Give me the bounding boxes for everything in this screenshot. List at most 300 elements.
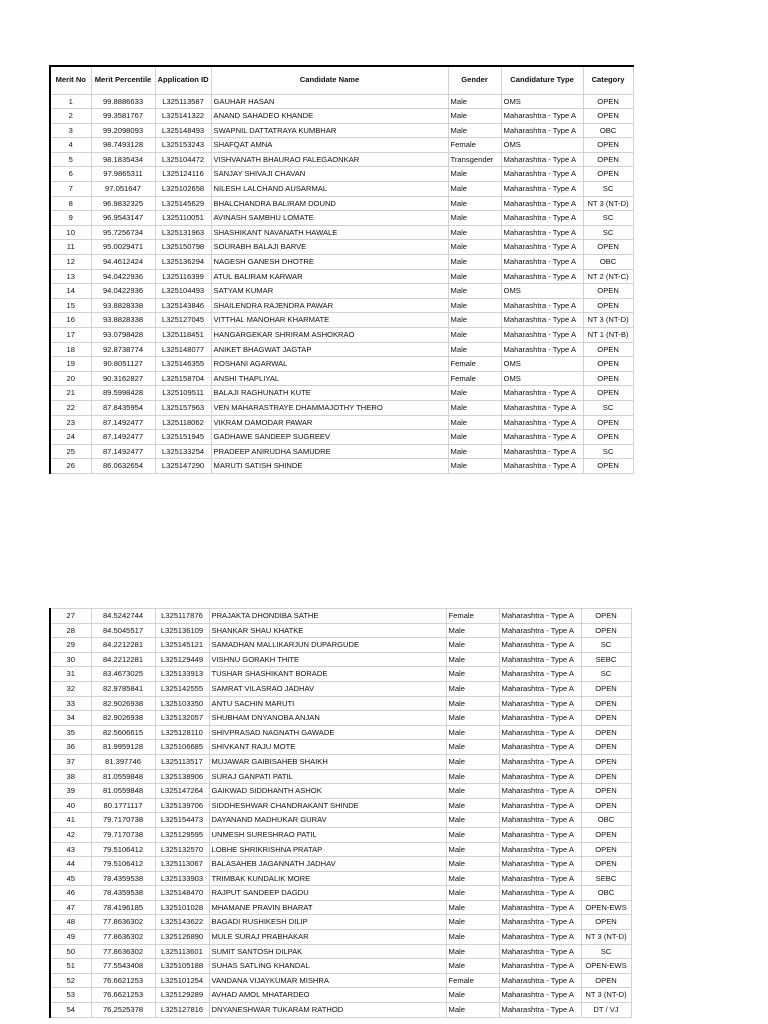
- candidate-name-cell: ANSHI THAPLIYAL: [211, 371, 448, 386]
- gender-cell: Male: [446, 769, 499, 784]
- category-cell: OPEN: [581, 798, 631, 813]
- candidature-type-cell: Maharashtra - Type A: [501, 182, 583, 197]
- application-id-cell: L325117876: [155, 609, 209, 624]
- application-id-cell: L325158704: [155, 371, 211, 386]
- candidature-type-cell: Maharashtra - Type A: [501, 225, 583, 240]
- category-cell: OPEN: [581, 769, 631, 784]
- gender-cell: Male: [448, 123, 501, 138]
- category-cell: OPEN: [581, 784, 631, 799]
- gender-cell: Male: [448, 430, 501, 445]
- merit-no-cell: 42: [50, 827, 91, 842]
- gender-cell: Female: [446, 973, 499, 988]
- candidate-name-cell: MARUTI SATISH SHINDE: [211, 459, 448, 474]
- candidature-type-cell: Maharashtra - Type A: [499, 740, 581, 755]
- gender-cell: Male: [448, 284, 501, 299]
- category-cell: OBC: [581, 813, 631, 828]
- application-id-cell: L325145121: [155, 638, 209, 653]
- merit-no-cell: 9: [50, 211, 91, 226]
- application-id-cell: L325148493: [155, 123, 211, 138]
- candidature-type-cell: Maharashtra - Type A: [499, 667, 581, 682]
- candidate-name-cell: SANJAY SHIVAJI CHAVAN: [211, 167, 448, 182]
- candidature-type-cell: Maharashtra - Type A: [501, 444, 583, 459]
- candidature-type-cell: Maharashtra - Type A: [499, 609, 581, 624]
- category-cell: OPEN: [581, 857, 631, 872]
- merit-percentile-cell: 78.4196185: [91, 900, 155, 915]
- merit-no-cell: 7: [50, 182, 91, 197]
- gender-cell: Male: [446, 857, 499, 872]
- merit-percentile-cell: 83.4673025: [91, 667, 155, 682]
- merit-no-cell: 29: [50, 638, 91, 653]
- application-id-cell: L325154473: [155, 813, 209, 828]
- merit-percentile-cell: 94.4612424: [91, 255, 155, 270]
- candidate-name-cell: ATUL BALIRAM KARWAR: [211, 269, 448, 284]
- gender-cell: Male: [446, 652, 499, 667]
- category-cell: OPEN: [581, 754, 631, 769]
- merit-percentile-cell: 93.0798428: [91, 328, 155, 343]
- application-id-cell: L325103350: [155, 696, 209, 711]
- candidate-name-cell: BHALCHANDRA BALIRAM DOUND: [211, 196, 448, 211]
- gender-cell: Male: [446, 740, 499, 755]
- candidature-type-cell: Maharashtra - Type A: [499, 973, 581, 988]
- merit-percentile-cell: 81.0559848: [91, 784, 155, 799]
- gender-cell: Male: [446, 696, 499, 711]
- candidate-name-cell: ANTU SACHIN MARUTI: [209, 696, 446, 711]
- category-cell: OPEN: [583, 167, 633, 182]
- application-id-cell: L325138906: [155, 769, 209, 784]
- candidate-name-cell: DNYANESHWAR TUKARAM RATHOD: [209, 1003, 446, 1018]
- merit-percentile-cell: 84.2212281: [91, 638, 155, 653]
- merit-percentile-cell: 79.5106412: [91, 842, 155, 857]
- gender-cell: Female: [448, 371, 501, 386]
- application-id-cell: L325143846: [155, 298, 211, 313]
- merit-percentile-cell: 77.8636302: [91, 930, 155, 945]
- merit-percentile-cell: 84.5045517: [91, 623, 155, 638]
- application-id-cell: L325113587: [155, 94, 211, 109]
- gender-cell: Male: [446, 900, 499, 915]
- table-row: [50, 798, 631, 813]
- merit-percentile-cell: 76.6621253: [91, 973, 155, 988]
- candidate-name-cell: VISHVANATH BHAURAO FALEGAONKAR: [211, 152, 448, 167]
- gender-cell: Male: [446, 959, 499, 974]
- gender-cell: Male: [448, 269, 501, 284]
- candidature-type-cell: Maharashtra - Type A: [499, 871, 581, 886]
- merit-percentile-cell: 81.9959128: [91, 740, 155, 755]
- merit-no-cell: 39: [50, 784, 91, 799]
- merit-no-cell: 13: [50, 269, 91, 284]
- table-row: [50, 609, 631, 624]
- candidature-type-cell: Maharashtra - Type A: [499, 696, 581, 711]
- merit-table-page-2: [49, 608, 632, 1018]
- merit-percentile-cell: 94.0422936: [91, 269, 155, 284]
- application-id-cell: L325132570: [155, 842, 209, 857]
- candidature-type-cell: Maharashtra - Type A: [499, 988, 581, 1003]
- candidate-name-cell: MUJAWAR GAIBISAHEB SHAIKH: [209, 754, 446, 769]
- table-row: [50, 857, 631, 872]
- category-cell: NT 3 (NT-D): [583, 196, 633, 211]
- header-merit-no: Merit No: [50, 66, 91, 94]
- merit-no-cell: 32: [50, 681, 91, 696]
- candidate-name-cell: TRIMBAK KUNDALIK MORE: [209, 871, 446, 886]
- gender-cell: Male: [446, 798, 499, 813]
- merit-no-cell: 4: [50, 138, 91, 153]
- merit-no-cell: 34: [50, 711, 91, 726]
- table-row: [50, 269, 633, 284]
- candidature-type-cell: Maharashtra - Type A: [501, 430, 583, 445]
- candidate-name-cell: BALASAHEB JAGANNATH JADHAV: [209, 857, 446, 872]
- gender-cell: Male: [448, 444, 501, 459]
- merit-no-cell: 36: [50, 740, 91, 755]
- application-id-cell: L325116399: [155, 269, 211, 284]
- category-cell: DT / VJ: [581, 1003, 631, 1018]
- category-cell: OPEN: [581, 725, 631, 740]
- merit-percentile-cell: 95.0029471: [91, 240, 155, 255]
- merit-percentile-cell: 99.8886633: [91, 94, 155, 109]
- table-row: [50, 225, 633, 240]
- candidature-type-cell: Maharashtra - Type A: [501, 459, 583, 474]
- table-row: [50, 328, 633, 343]
- merit-no-cell: 38: [50, 769, 91, 784]
- candidature-type-cell: Maharashtra - Type A: [499, 623, 581, 638]
- merit-no-cell: 44: [50, 857, 91, 872]
- candidate-name-cell: SUMIT SANTOSH DILPAK: [209, 944, 446, 959]
- merit-percentile-cell: 79.5106412: [91, 857, 155, 872]
- application-id-cell: L325147290: [155, 459, 211, 474]
- candidature-type-cell: Maharashtra - Type A: [499, 1003, 581, 1018]
- merit-no-cell: 48: [50, 915, 91, 930]
- category-cell: OPEN: [583, 357, 633, 372]
- category-cell: SC: [583, 182, 633, 197]
- candidate-name-cell: SHAILENDRA RAJENDRA PAWAR: [211, 298, 448, 313]
- candidate-name-cell: SHASHIKANT NAVANATH HAWALE: [211, 225, 448, 240]
- table-row: [50, 459, 633, 474]
- candidature-type-cell: Maharashtra - Type A: [499, 711, 581, 726]
- application-id-cell: L325129595: [155, 827, 209, 842]
- category-cell: SC: [581, 667, 631, 682]
- candidature-type-cell: Maharashtra - Type A: [499, 842, 581, 857]
- category-cell: SC: [583, 444, 633, 459]
- merit-percentile-cell: 97.9865311: [91, 167, 155, 182]
- merit-percentile-cell: 90.3162827: [91, 371, 155, 386]
- merit-percentile-cell: 77.5543408: [91, 959, 155, 974]
- candidate-name-cell: DAYANAND MADHUKAR GURAV: [209, 813, 446, 828]
- merit-no-cell: 23: [50, 415, 91, 430]
- category-cell: OPEN: [581, 696, 631, 711]
- application-id-cell: L325148470: [155, 886, 209, 901]
- candidature-type-cell: Maharashtra - Type A: [499, 638, 581, 653]
- merit-percentile-cell: 99.2098093: [91, 123, 155, 138]
- table-row: [50, 444, 633, 459]
- header-application-id: Application ID: [155, 66, 211, 94]
- application-id-cell: L325141322: [155, 109, 211, 124]
- candidature-type-cell: Maharashtra - Type A: [499, 857, 581, 872]
- gender-cell: Male: [446, 988, 499, 1003]
- category-cell: OPEN: [581, 623, 631, 638]
- application-id-cell: L325151945: [155, 430, 211, 445]
- candidature-type-cell: Maharashtra - Type A: [501, 167, 583, 182]
- merit-percentile-cell: 77.8636302: [91, 915, 155, 930]
- application-id-cell: L325109511: [155, 386, 211, 401]
- table-row: [50, 652, 631, 667]
- gender-cell: Male: [446, 930, 499, 945]
- merit-no-cell: 10: [50, 225, 91, 240]
- merit-percentile-cell: 99.3581767: [91, 109, 155, 124]
- application-id-cell: L325124116: [155, 167, 211, 182]
- table-row: [50, 211, 633, 226]
- table-row: [50, 152, 633, 167]
- category-cell: OPEN: [583, 386, 633, 401]
- table-row: [50, 711, 631, 726]
- candidate-name-cell: SHIVPRASAD NAGNATH GAWADE: [209, 725, 446, 740]
- application-id-cell: L325142555: [155, 681, 209, 696]
- table-row: [50, 915, 631, 930]
- merit-no-cell: 43: [50, 842, 91, 857]
- merit-no-cell: 25: [50, 444, 91, 459]
- candidature-type-cell: Maharashtra - Type A: [501, 298, 583, 313]
- candidate-name-cell: PRADEEP ANIRUDHA SAMUDRE: [211, 444, 448, 459]
- gender-cell: Male: [446, 711, 499, 726]
- application-id-cell: L325128110: [155, 725, 209, 740]
- category-cell: OPEN: [583, 109, 633, 124]
- candidature-type-cell: Maharashtra - Type A: [499, 959, 581, 974]
- table-row: [50, 754, 631, 769]
- category-cell: OBC: [581, 886, 631, 901]
- candidature-type-cell: Maharashtra - Type A: [501, 196, 583, 211]
- merit-percentile-cell: 98.1835434: [91, 152, 155, 167]
- merit-no-cell: 30: [50, 652, 91, 667]
- category-cell: OPEN: [581, 609, 631, 624]
- application-id-cell: L325104493: [155, 284, 211, 299]
- table-row: [50, 298, 633, 313]
- table-row: [50, 930, 631, 945]
- candidate-name-cell: VITTHAL MANOHAR KHARMATE: [211, 313, 448, 328]
- merit-percentile-cell: 84.5242744: [91, 609, 155, 624]
- category-cell: SEBC: [581, 871, 631, 886]
- application-id-cell: L325136294: [155, 255, 211, 270]
- merit-percentile-cell: 87.8435954: [91, 400, 155, 415]
- merit-no-cell: 31: [50, 667, 91, 682]
- merit-percentile-cell: 82.5606615: [91, 725, 155, 740]
- category-cell: OBC: [583, 123, 633, 138]
- header-category: Category: [583, 66, 633, 94]
- candidate-name-cell: AVINASH SAMBHU LOMATE: [211, 211, 448, 226]
- category-cell: OPEN: [583, 371, 633, 386]
- gender-cell: Male: [448, 459, 501, 474]
- application-id-cell: L325147264: [155, 784, 209, 799]
- category-cell: OPEN: [581, 740, 631, 755]
- table-row: [50, 357, 633, 372]
- gender-cell: Male: [446, 915, 499, 930]
- merit-percentile-cell: 80.1771117: [91, 798, 155, 813]
- candidature-type-cell: OMS: [501, 371, 583, 386]
- gender-cell: Female: [448, 138, 501, 153]
- category-cell: OPEN: [583, 138, 633, 153]
- merit-no-cell: 20: [50, 371, 91, 386]
- gender-cell: Male: [448, 313, 501, 328]
- table-body-page-1: [50, 94, 633, 473]
- merit-percentile-cell: 76.6621253: [91, 988, 155, 1003]
- application-id-cell: L325113517: [155, 754, 209, 769]
- candidature-type-cell: Maharashtra - Type A: [501, 342, 583, 357]
- merit-no-cell: 45: [50, 871, 91, 886]
- gender-cell: Male: [448, 386, 501, 401]
- category-cell: OPEN: [583, 284, 633, 299]
- merit-no-cell: 15: [50, 298, 91, 313]
- table-header-row: [50, 66, 633, 94]
- candidate-name-cell: NILESH LALCHAND AUSARMAL: [211, 182, 448, 197]
- table-row: [50, 769, 631, 784]
- merit-percentile-cell: 93.8828338: [91, 313, 155, 328]
- table-row: [50, 623, 631, 638]
- candidate-name-cell: SWAPNIL DATTATRAYA KUMBHAR: [211, 123, 448, 138]
- application-id-cell: L325133254: [155, 444, 211, 459]
- category-cell: OPEN: [581, 681, 631, 696]
- table-row: [50, 182, 633, 197]
- gender-cell: Male: [448, 400, 501, 415]
- merit-no-cell: 41: [50, 813, 91, 828]
- gender-cell: Male: [448, 109, 501, 124]
- table-row: [50, 430, 633, 445]
- gender-cell: Male: [446, 638, 499, 653]
- candidate-name-cell: SIDDHESHWAR CHANDRAKANT SHINDE: [209, 798, 446, 813]
- merit-percentile-cell: 89.5998428: [91, 386, 155, 401]
- category-cell: NT 1 (NT-B): [583, 328, 633, 343]
- merit-percentile-cell: 87.1492477: [91, 430, 155, 445]
- category-cell: NT 3 (NT-D): [581, 930, 631, 945]
- merit-percentile-cell: 96.9832325: [91, 196, 155, 211]
- merit-percentile-cell: 92.8738774: [91, 342, 155, 357]
- candidature-type-cell: Maharashtra - Type A: [501, 269, 583, 284]
- application-id-cell: L325132057: [155, 711, 209, 726]
- application-id-cell: L325101254: [155, 973, 209, 988]
- merit-percentile-cell: 77.8636302: [91, 944, 155, 959]
- application-id-cell: L325102658: [155, 182, 211, 197]
- category-cell: SEBC: [581, 652, 631, 667]
- candidature-type-cell: OMS: [501, 94, 583, 109]
- table-body-page-2: [50, 609, 631, 1018]
- table-row: [50, 638, 631, 653]
- gender-cell: Male: [448, 211, 501, 226]
- gender-cell: Male: [446, 623, 499, 638]
- header-merit-percentile: Merit Percentile: [91, 66, 155, 94]
- table-row: [50, 842, 631, 857]
- application-id-cell: L325127816: [155, 1003, 209, 1018]
- category-cell: OPEN: [581, 842, 631, 857]
- merit-no-cell: 2: [50, 109, 91, 124]
- gender-cell: Male: [448, 182, 501, 197]
- table-row: [50, 696, 631, 711]
- merit-no-cell: 49: [50, 930, 91, 945]
- application-id-cell: L325131963: [155, 225, 211, 240]
- category-cell: OPEN: [583, 459, 633, 474]
- category-cell: NT 3 (NT-D): [581, 988, 631, 1003]
- application-id-cell: L325148077: [155, 342, 211, 357]
- application-id-cell: L325118451: [155, 328, 211, 343]
- table-row: [50, 123, 633, 138]
- gender-cell: Male: [446, 842, 499, 857]
- merit-no-cell: 51: [50, 959, 91, 974]
- category-cell: NT 2 (NT-C): [583, 269, 633, 284]
- category-cell: NT 3 (NT-D): [583, 313, 633, 328]
- table-row: [50, 1003, 631, 1018]
- candidate-name-cell: LOBHE SHRIKRISHNA PRATAP: [209, 842, 446, 857]
- merit-no-cell: 3: [50, 123, 91, 138]
- table-row: [50, 988, 631, 1003]
- application-id-cell: L325118062: [155, 415, 211, 430]
- category-cell: OPEN: [583, 430, 633, 445]
- table-row: [50, 667, 631, 682]
- gender-cell: Male: [446, 754, 499, 769]
- gender-cell: Male: [448, 196, 501, 211]
- gender-cell: Male: [448, 342, 501, 357]
- candidate-name-cell: ANAND SAHADEO KHANDE: [211, 109, 448, 124]
- merit-no-cell: 17: [50, 328, 91, 343]
- application-id-cell: L325113067: [155, 857, 209, 872]
- merit-percentile-cell: 87.1492477: [91, 415, 155, 430]
- category-cell: OPEN: [583, 298, 633, 313]
- merit-percentile-cell: 93.8828338: [91, 298, 155, 313]
- candidate-name-cell: RAJPUT SANDEEP DAGDU: [209, 886, 446, 901]
- candidature-type-cell: OMS: [501, 284, 583, 299]
- merit-no-cell: 33: [50, 696, 91, 711]
- merit-percentile-cell: 79.7170738: [91, 827, 155, 842]
- merit-no-cell: 1: [50, 94, 91, 109]
- category-cell: OPEN: [583, 342, 633, 357]
- candidate-name-cell: MHAMANE PRAVIN BHARAT: [209, 900, 446, 915]
- gender-cell: Male: [446, 1003, 499, 1018]
- candidature-type-cell: Maharashtra - Type A: [499, 944, 581, 959]
- candidature-type-cell: Maharashtra - Type A: [501, 211, 583, 226]
- candidate-name-cell: GAIKWAD SIDDHANTH ASHOK: [209, 784, 446, 799]
- candidature-type-cell: OMS: [501, 357, 583, 372]
- merit-no-cell: 16: [50, 313, 91, 328]
- category-cell: OPEN: [581, 915, 631, 930]
- gender-cell: Male: [448, 240, 501, 255]
- table-row: [50, 138, 633, 153]
- header-candidate-name: Candidate Name: [211, 66, 448, 94]
- candidate-name-cell: ANIKET BHAGWAT JAGTAP: [211, 342, 448, 357]
- candidature-type-cell: Maharashtra - Type A: [499, 754, 581, 769]
- application-id-cell: L325153243: [155, 138, 211, 153]
- merit-no-cell: 46: [50, 886, 91, 901]
- merit-percentile-cell: 82.9026938: [91, 711, 155, 726]
- category-cell: SC: [581, 638, 631, 653]
- merit-no-cell: 27: [50, 609, 91, 624]
- merit-percentile-cell: 90.8051127: [91, 357, 155, 372]
- table-row: [50, 784, 631, 799]
- merit-no-cell: 21: [50, 386, 91, 401]
- candidate-name-cell: SHUBHAM DNYANOBA ANJAN: [209, 711, 446, 726]
- gender-cell: Male: [446, 886, 499, 901]
- candidature-type-cell: Maharashtra - Type A: [501, 313, 583, 328]
- merit-percentile-cell: 78.4359538: [91, 886, 155, 901]
- table-row: [50, 871, 631, 886]
- merit-percentile-cell: 76.2525378: [91, 1003, 155, 1018]
- table-row: [50, 959, 631, 974]
- table-row: [50, 109, 633, 124]
- candidature-type-cell: Maharashtra - Type A: [499, 886, 581, 901]
- application-id-cell: L325157963: [155, 400, 211, 415]
- merit-no-cell: 11: [50, 240, 91, 255]
- table-row: [50, 284, 633, 299]
- application-id-cell: L325110051: [155, 211, 211, 226]
- merit-no-cell: 35: [50, 725, 91, 740]
- candidate-name-cell: VISHNU GORAKH THITE: [209, 652, 446, 667]
- table-row: [50, 400, 633, 415]
- candidature-type-cell: Maharashtra - Type A: [501, 152, 583, 167]
- candidature-type-cell: Maharashtra - Type A: [499, 930, 581, 945]
- candidature-type-cell: OMS: [501, 138, 583, 153]
- gender-cell: Male: [448, 167, 501, 182]
